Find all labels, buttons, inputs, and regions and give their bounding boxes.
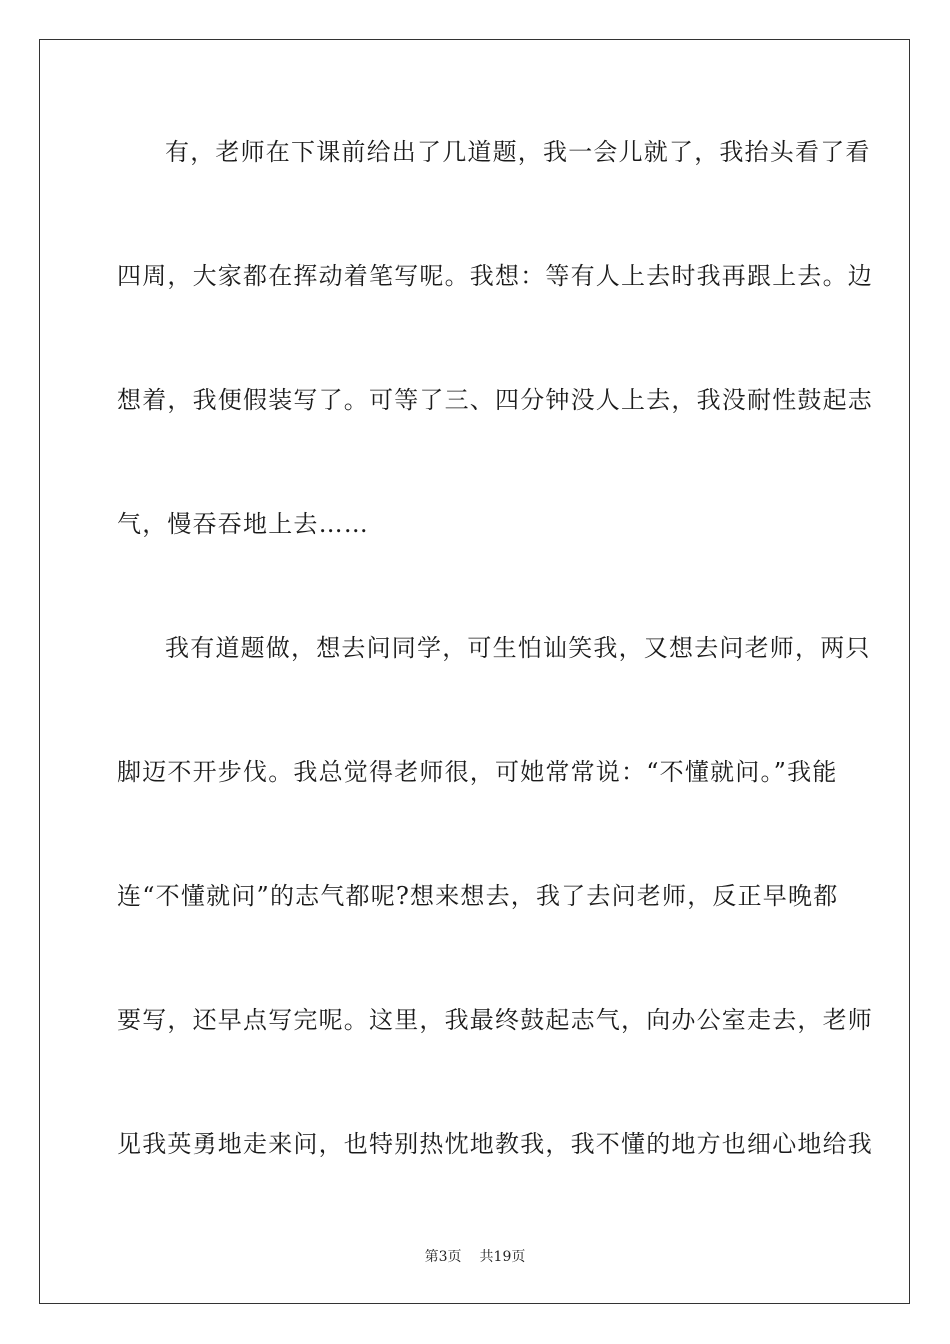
- text-line-7: 连“不懂就问”的志气都呢?想来想去，我了去问老师，反正早晚都: [117, 882, 839, 910]
- text-line-1: 有，老师在下课前给出了几道题，我一会儿就了，我抬头看了看: [165, 138, 871, 166]
- page-border: [39, 39, 910, 1304]
- text-line-3: 想着，我便假装写了。可等了三、四分钟没人上去，我没耐性鼓起志: [117, 386, 873, 414]
- page-number: 第3页: [424, 1249, 462, 1265]
- text-line-6: 脚迈不开步伐。我总觉得老师很，可她常常说：“不懂就问。”我能: [117, 758, 838, 786]
- page-footer: [0, 1248, 950, 1266]
- text-line-8: 要写，还早点写完呢。这里，我最终鼓起志气，向办公室走去，老师: [117, 1006, 873, 1034]
- text-line-5: 我有道题做，想去问同学，可生怕讪笑我，又想去问老师，两只: [165, 634, 871, 662]
- text-line-2: 四周，大家都在挥动着笔写呢。我想：等有人上去时我再跟上去。边: [117, 262, 873, 290]
- text-line-4: 气，慢吞吞地上去……: [117, 510, 369, 538]
- text-line-9: 见我英勇地走来问，也特别热忱地教我，我不懂的地方也细心地给我: [117, 1130, 873, 1158]
- page-total: 共19页: [479, 1249, 526, 1265]
